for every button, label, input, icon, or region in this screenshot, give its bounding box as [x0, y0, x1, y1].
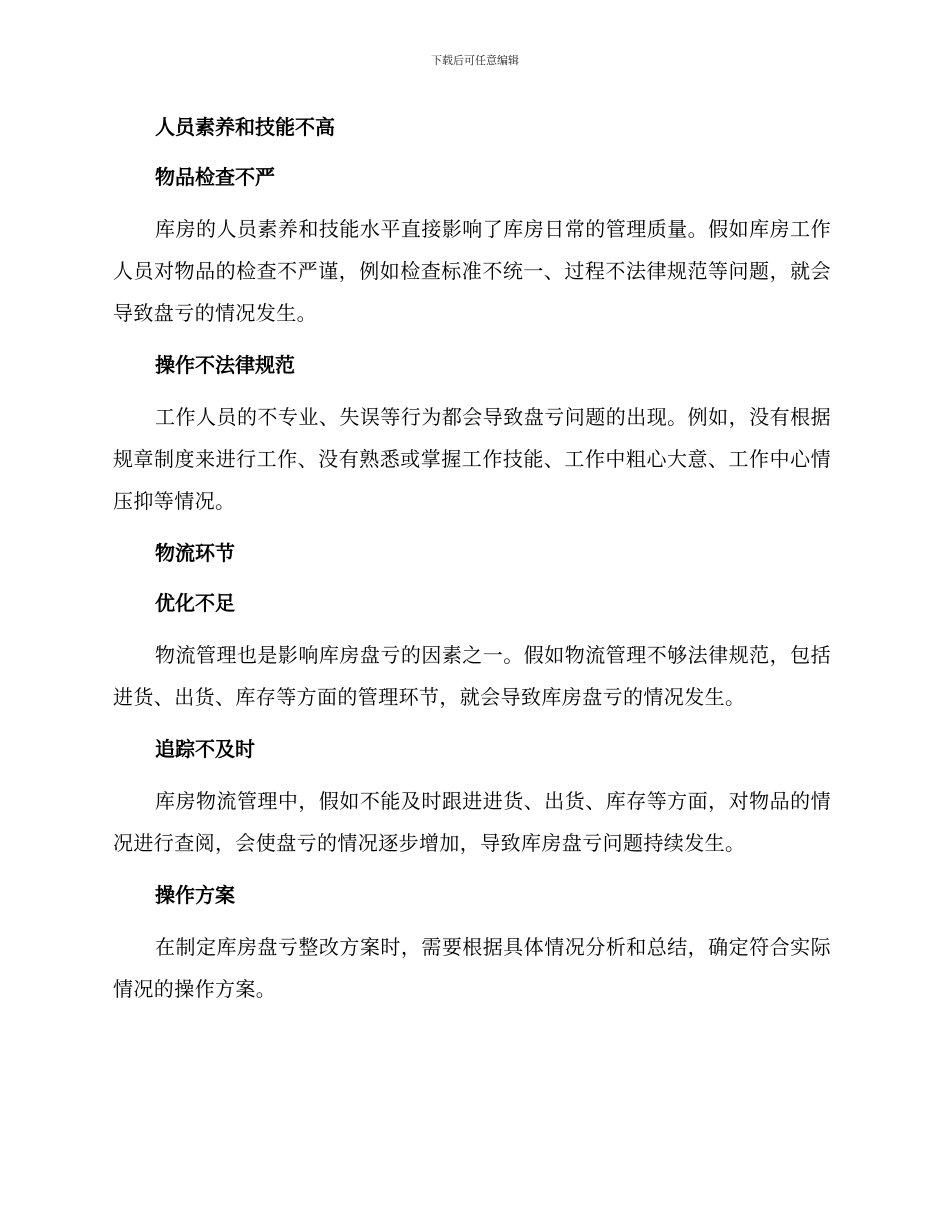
- section-heading-operation-irregular: 操作不法律规范: [155, 353, 295, 377]
- spacer: [113, 194, 831, 208]
- section-heading-tracking: 追踪不及时: [155, 737, 255, 761]
- spacer: [113, 912, 831, 926]
- spacer: [113, 144, 831, 160]
- spacer: [113, 570, 831, 586]
- paragraph-inspection: 库房的人员素养和技能水平直接影响了库房日常的管理质量。假如库房工作人员对物品的检查不严谨，例如检查标准不统一、过程不法律规范等问题，就会导致盘亏的情况发生。: [113, 217, 831, 325]
- section-heading-operation-plan: 操作方案: [155, 883, 235, 907]
- spacer: [113, 766, 831, 780]
- section-heading-optimization: 优化不足: [155, 591, 235, 615]
- spacer: [113, 522, 831, 536]
- section-heading-logistics: 物流环节: [155, 541, 235, 565]
- spacer: [113, 620, 831, 634]
- spacer: [113, 382, 831, 396]
- page-header: 下载后可任意编辑: [431, 54, 519, 67]
- paragraph-tracking: 库房物流管理中，假如不能及时跟进进货、出货、库存等方面，对物品的情况进行查阅，会使盘亏的情况逐步增加，导致库房盘亏问题持续发生。: [113, 789, 831, 855]
- section-heading-staff-skills: 人员素养和技能不高: [155, 115, 335, 139]
- document-body: [113, 110, 831, 1010]
- paragraph-optimization: 物流管理也是影响库房盘亏的因素之一。假如物流管理不够法律规范，包括进货、出货、库存等方面的管理环节，就会导致库房盘亏的情况发生。: [113, 643, 831, 709]
- section-heading-inspection: 物品检查不严: [155, 165, 275, 189]
- paragraph-operation-plan: 在制定库房盘亏整改方案时，需要根据具体情况分析和总结，确定符合实际情况的操作方案。: [113, 935, 831, 1001]
- paragraph-operation-irregular: 工作人员的不专业、失误等行为都会导致盘亏问题的出现。例如，没有根据规章制度来进行工作、没有熟悉或掌握工作技能、工作中粗心大意、工作中心情压抑等情况。: [113, 405, 831, 513]
- spacer: [113, 334, 831, 348]
- spacer: [113, 718, 831, 732]
- spacer: [113, 864, 831, 878]
